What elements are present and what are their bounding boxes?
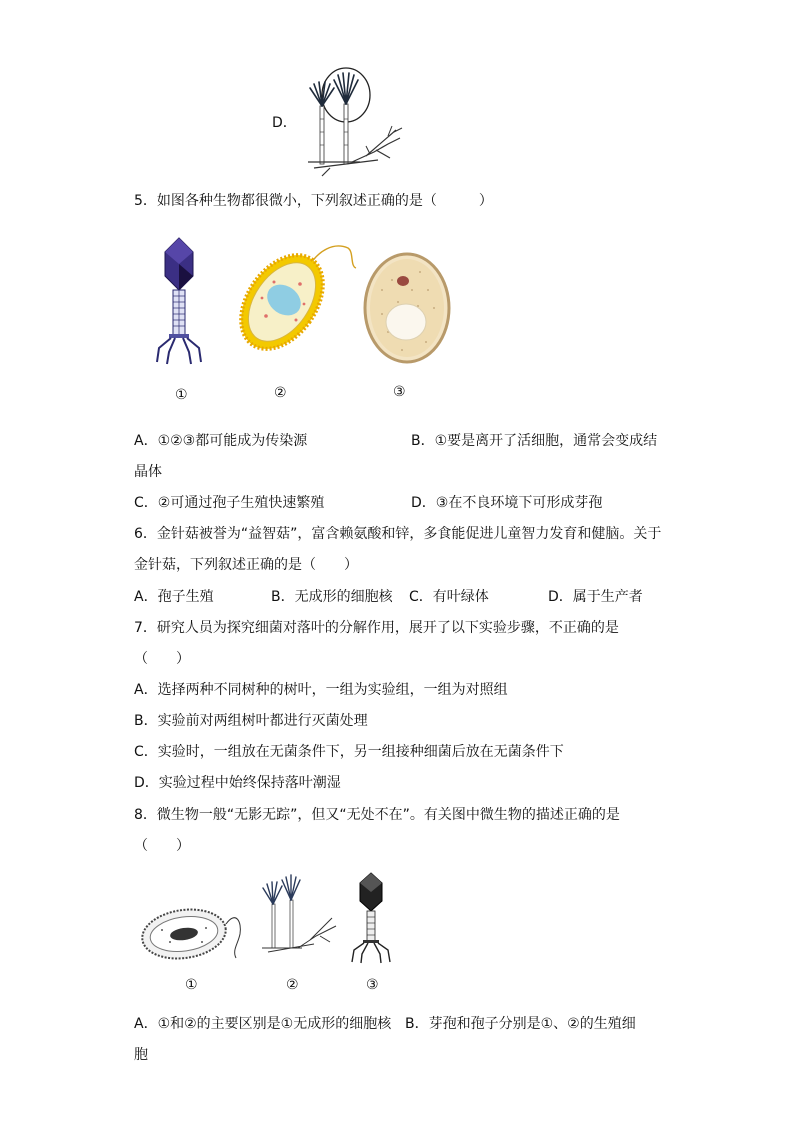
q8-fig-label-3: ③ xyxy=(366,977,379,993)
bacterium-sketch-figure xyxy=(140,900,250,964)
q8-option-a: A．①和②的主要区别是①无成形的细胞核 xyxy=(134,1016,392,1032)
q8-fig-label-2: ② xyxy=(286,977,299,993)
yeast-figure xyxy=(362,250,452,366)
q7-option-a: A．选择两种不同树种的树叶，一组为实验组，一组为对照组 xyxy=(134,682,508,698)
q5-option-a: A．①②③都可能成为传染源 xyxy=(134,433,308,449)
q7-option-d: D．实验过程中始终保持落叶潮湿 xyxy=(134,775,341,791)
q6-stem-line1: 6．金针菇被誉为“益智菇”，富含赖氨酸和锌，多食能促进儿童智力发育和健脑。关于 xyxy=(134,526,662,542)
q6-option-a: A．孢子生殖 xyxy=(134,589,214,605)
q7-stem-line2: （ ） xyxy=(134,651,190,667)
q5-fig-label-3: ③ xyxy=(393,384,406,400)
q6-option-c: C．有叶绿体 xyxy=(409,589,489,605)
q5-option-b-line2: 晶体 xyxy=(134,464,162,480)
q6-option-b: B．无成形的细胞核 xyxy=(271,589,393,605)
q8-option-b-line2: 胞 xyxy=(134,1047,148,1063)
q8-fig-label-1: ① xyxy=(185,977,198,993)
penicillium-figure-large xyxy=(300,64,410,182)
q5-option-c: C．②可通过孢子生殖快速繁殖 xyxy=(134,495,325,511)
q6-stem-line2: 金针菇，下列叙述正确的是（ ） xyxy=(134,557,358,573)
bacterium-figure xyxy=(238,238,358,356)
q7-stem-line1: 7．研究人员为探究细菌对落叶的分解作用，展开了以下实验步骤，不正确的是 xyxy=(134,620,619,636)
q5-option-b-line1: B．①要是离开了活细胞，通常会变成结 xyxy=(411,433,658,449)
q5-stem: 5．如图各种生物都很微小，下列叙述正确的是（ ） xyxy=(134,193,493,209)
q5-fig-label-2: ② xyxy=(274,385,287,401)
q7-option-b: B．实验前对两组树叶都进行灭菌处理 xyxy=(134,713,368,729)
q5-fig-label-1: ① xyxy=(175,387,188,403)
penicillium-figure-small xyxy=(258,874,338,958)
virus-sketch-figure xyxy=(349,872,393,964)
q8-stem-line2: （ ） xyxy=(134,838,190,854)
q8-option-b-line1: B．芽孢和孢子分别是①、②的生殖细 xyxy=(405,1016,636,1032)
q4-option-d-label: D． xyxy=(272,115,297,131)
q8-stem-line1: 8．微生物一般“无影无踪”，但又“无处不在”。有关图中微生物的描述正确的是 xyxy=(134,807,620,823)
q6-option-d: D．属于生产者 xyxy=(548,589,643,605)
q7-option-c: C．实验时，一组放在无菌条件下，另一组接种细菌后放在无菌条件下 xyxy=(134,744,564,760)
q5-option-d: D．③在不良环境下可形成芽孢 xyxy=(411,495,603,511)
virus-figure xyxy=(153,236,205,366)
